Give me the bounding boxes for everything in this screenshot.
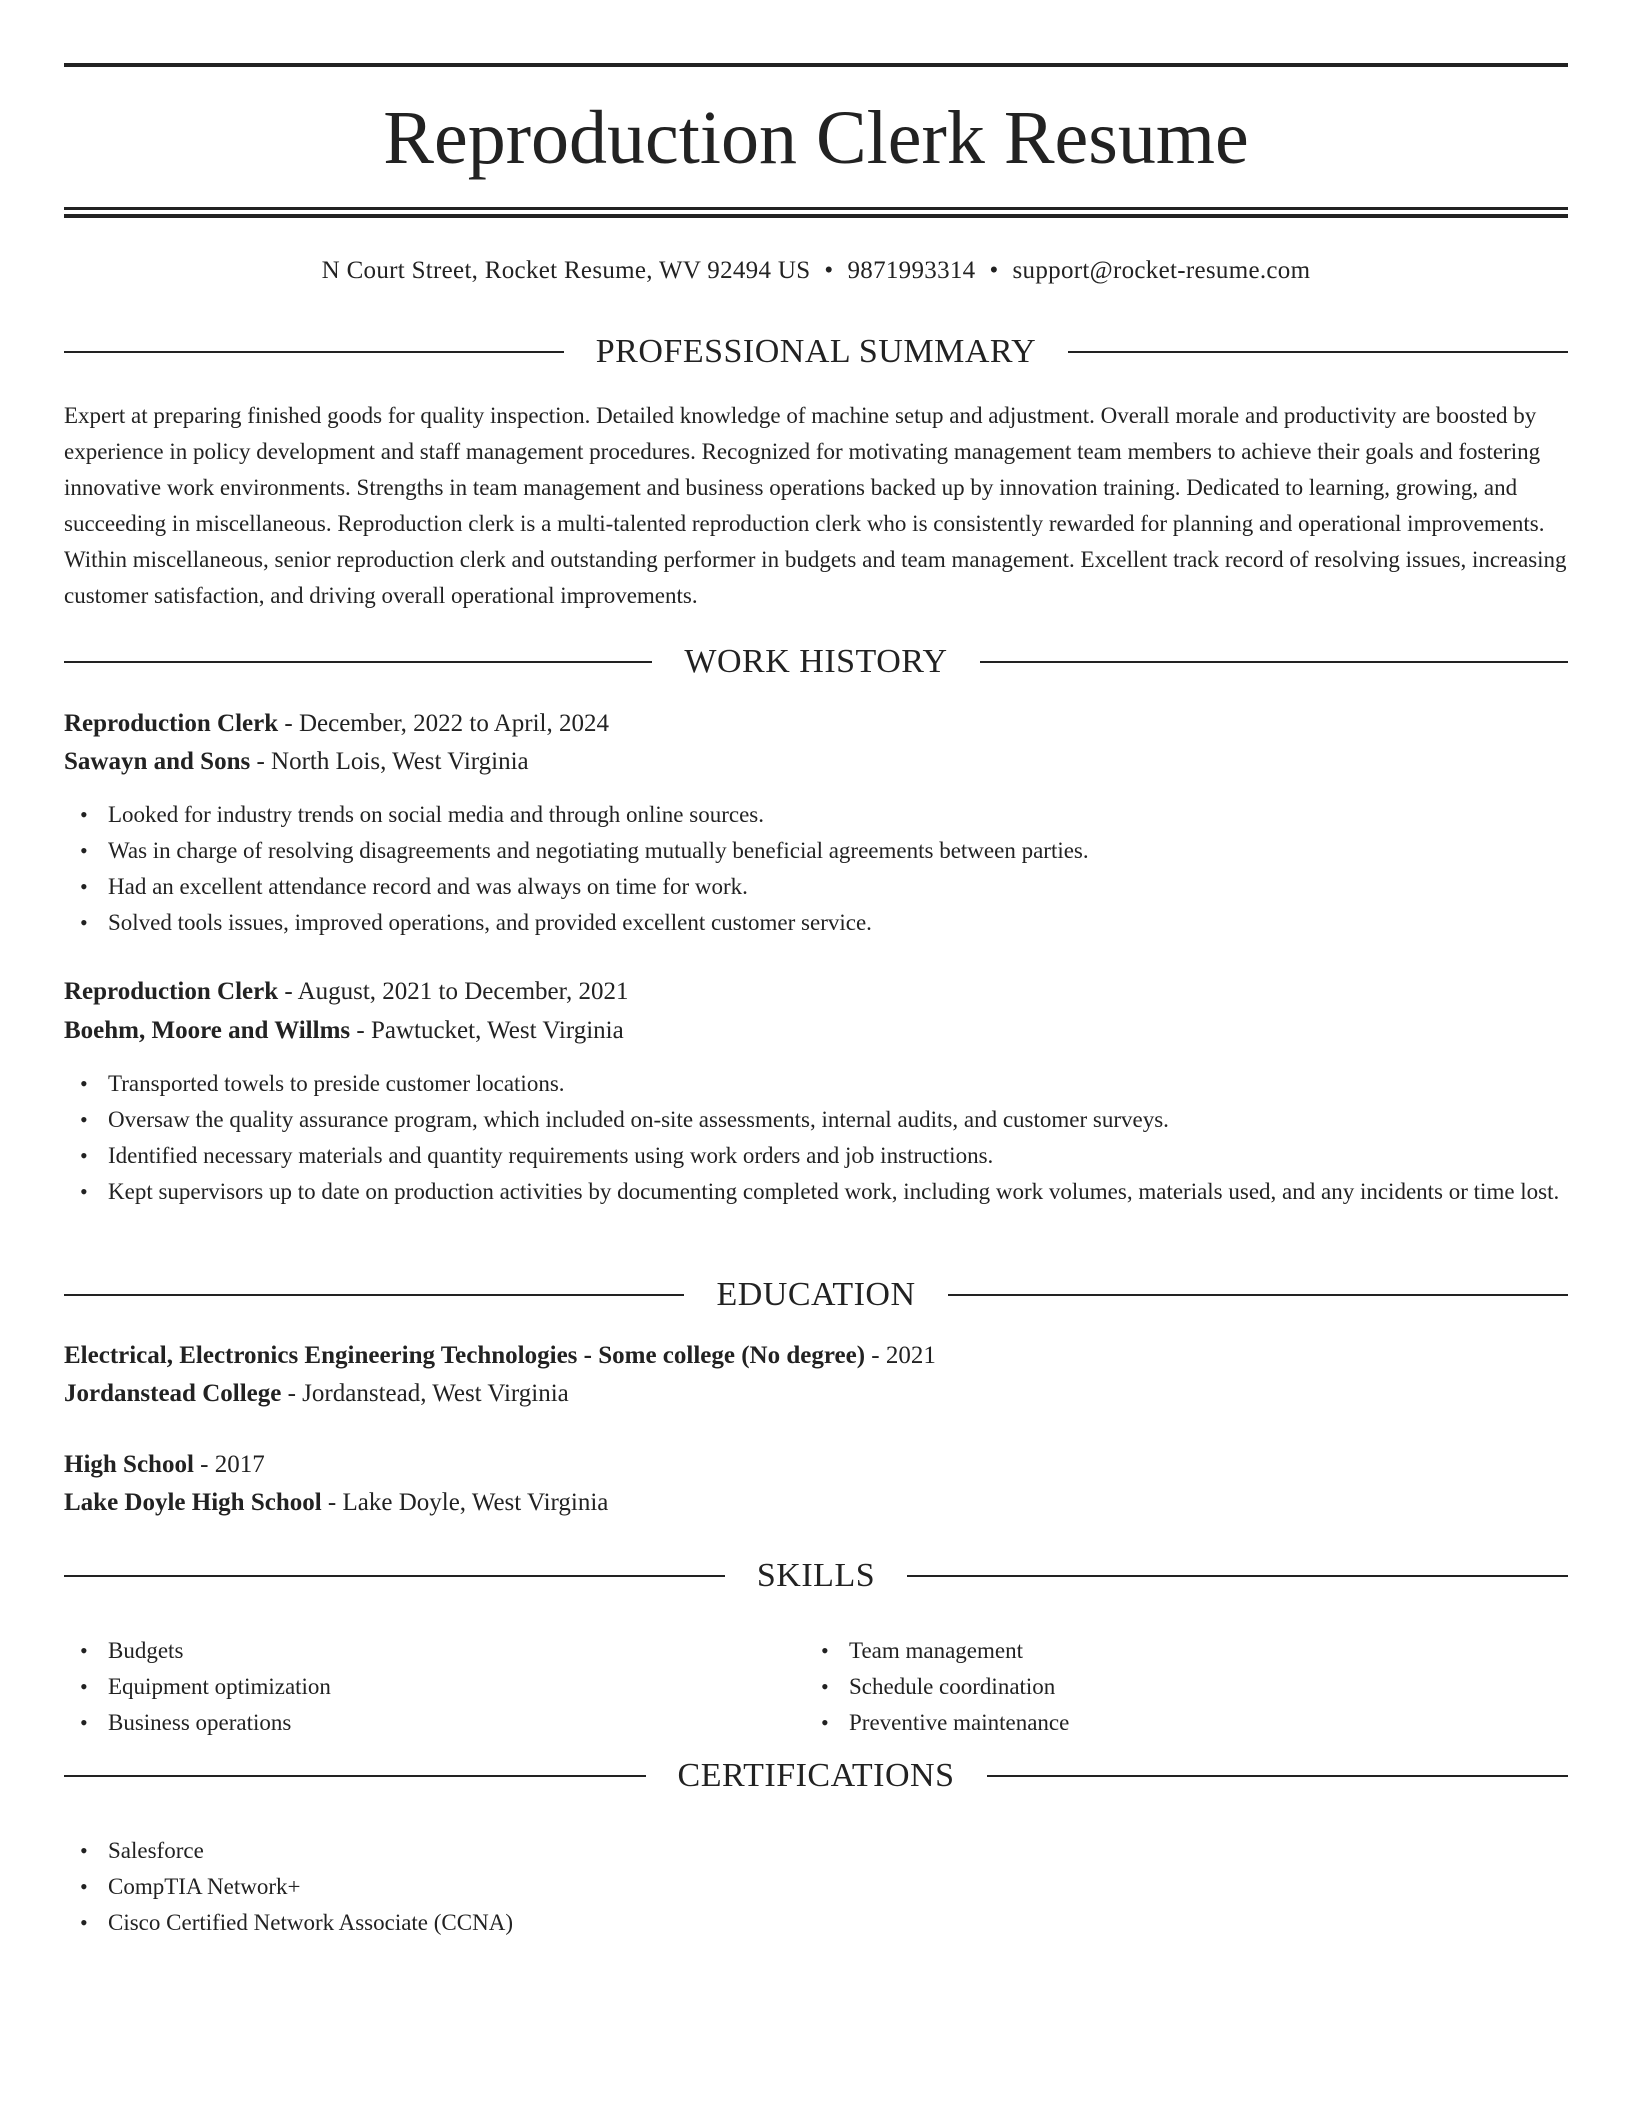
education-degree-line: [64, 1338, 1568, 1374]
job-title-line: [64, 706, 1568, 742]
heading-rule: [64, 1294, 684, 1296]
list-item: • Identified necessary materials and quantity requirements using work orders and job instructions.: [108, 1138, 1612, 1174]
list-item: • Salesforce: [108, 1833, 1612, 1869]
summary-text: Expert at preparing finished goods for quality inspection. Detailed knowledge of machine setup and adjustment. Overall morale and productivity are boosted by experience in policy development and staff management procedures. Recognized for motivating management team members to achieve their goals and fostering innovative work environments. Strengths in team management and business operations backed up by innovation training. Dedicated to learning, growing, and succeeding in miscellaneous. Reproduction clerk is a multi-talented reproduction clerk who is consistently rewarded for planning and operational improvements. Within miscellaneous, senior reproduction clerk and outstanding performer in budgets and team management. Excellent track record of resolving issues, increasing customer satisfaction, and driving overall operational improvements.: [64, 403, 1567, 608]
section-title: CERTIFICATIONS: [677, 1757, 955, 1794]
section-title: EDUCATION: [716, 1276, 916, 1313]
section-title: WORK HISTORY: [684, 643, 948, 680]
skills-list-right: [805, 1633, 1549, 1741]
skills-list-left: [64, 1633, 808, 1741]
education-year: - 2021: [865, 1342, 936, 1369]
education-degree-line: [64, 1447, 1568, 1483]
list-item: • Was in charge of resolving disagreements and negotiating mutually beneficial agreements between parties.: [108, 833, 1612, 869]
list-item: • Transported towels to preside customer locations.: [108, 1066, 1612, 1102]
contact-address: N Court Street, Rocket Resume, WV 92494 US: [321, 257, 811, 284]
contact-email: support@rocket-resume.com: [1012, 257, 1311, 284]
list-item: • Preventive maintenance: [849, 1705, 1549, 1741]
education-school-line: [64, 1485, 1568, 1521]
heading-rule: [64, 1775, 646, 1777]
list-item: • Business operations: [108, 1705, 808, 1741]
section-heading-education: [64, 1273, 1568, 1317]
contact-separator: •: [824, 257, 834, 284]
list-item: • Had an excellent attendance record and was always on time for work.: [108, 869, 1612, 905]
education-degree: High School: [64, 1451, 194, 1478]
job-company: Sawayn and Sons: [64, 748, 251, 775]
certifications-list: [64, 1833, 1612, 1941]
education-school: Jordanstead College: [64, 1380, 282, 1407]
heading-rule: [980, 661, 1568, 663]
heading-rule: [64, 351, 564, 353]
education-location: - Lake Doyle, West Virginia: [321, 1489, 609, 1516]
list-item: • Cisco Certified Network Associate (CCNA): [108, 1905, 1612, 1941]
contact-phone: 9871993314: [847, 257, 976, 284]
job-location: - Pawtucket, West Virginia: [350, 1017, 624, 1044]
section-title: PROFESSIONAL SUMMARY: [595, 333, 1037, 370]
job-title: Reproduction Clerk: [64, 978, 279, 1005]
heading-rule: [64, 1575, 725, 1577]
job-dates: - December, 2022 to April, 2024: [278, 710, 609, 737]
heading-rule: [64, 661, 652, 663]
header-top-rule: [64, 63, 1568, 67]
education-school: Lake Doyle High School: [64, 1489, 322, 1516]
section-heading-skills: [64, 1554, 1568, 1598]
education-location: - Jordanstead, West Virginia: [281, 1380, 569, 1407]
list-item: • CompTIA Network+: [108, 1869, 1612, 1905]
list-item: • Team management: [849, 1633, 1549, 1669]
education-school-line: [64, 1376, 1568, 1412]
job-dates: - August, 2021 to December, 2021: [278, 978, 629, 1005]
job-title: Reproduction Clerk: [64, 710, 279, 737]
heading-rule: [907, 1575, 1568, 1577]
resume-title: Reproduction Clerk Resume: [383, 96, 1249, 180]
job-company: Boehm, Moore and Willms: [64, 1017, 351, 1044]
education-year: - 2017: [193, 1451, 265, 1478]
list-item: • Budgets: [108, 1633, 808, 1669]
list-item: • Equipment optimization: [108, 1669, 808, 1705]
list-item: • Looked for industry trends on social media and through online sources.: [108, 797, 1612, 833]
heading-rule: [1068, 351, 1568, 353]
section-heading-certifications: [64, 1754, 1568, 1798]
contact-line: [64, 254, 1568, 288]
job-company-line: [64, 1013, 1568, 1049]
job-title-line: [64, 974, 1568, 1010]
heading-rule: [987, 1775, 1569, 1777]
education-degree: Electrical, Electronics Engineering Technologies - Some college (No degree): [64, 1342, 866, 1369]
section-title: SKILLS: [756, 1557, 876, 1594]
contact-separator: •: [989, 257, 999, 284]
header-double-rule-lower: [64, 214, 1568, 218]
list-item: • Solved tools issues, improved operations, and provided excellent customer service.: [108, 905, 1612, 941]
list-item: • Kept supervisors up to date on production activities by documenting completed work, including work volumes, materials used, and any incidents or time lost.: [108, 1174, 1612, 1210]
list-item: • Oversaw the quality assurance program, which included on-site assessments, internal audits, and customer surveys.: [108, 1102, 1612, 1138]
job-duties-list: [64, 1066, 1612, 1210]
job-company-line: [64, 744, 1568, 780]
header-double-rule-upper: [64, 207, 1568, 210]
section-heading-summary: [64, 330, 1568, 374]
section-heading-work-history: [64, 640, 1568, 684]
heading-rule: [948, 1294, 1568, 1296]
job-location: - North Lois, West Virginia: [250, 748, 529, 775]
job-duties-list: [64, 797, 1612, 941]
list-item: • Schedule coordination: [849, 1669, 1549, 1705]
